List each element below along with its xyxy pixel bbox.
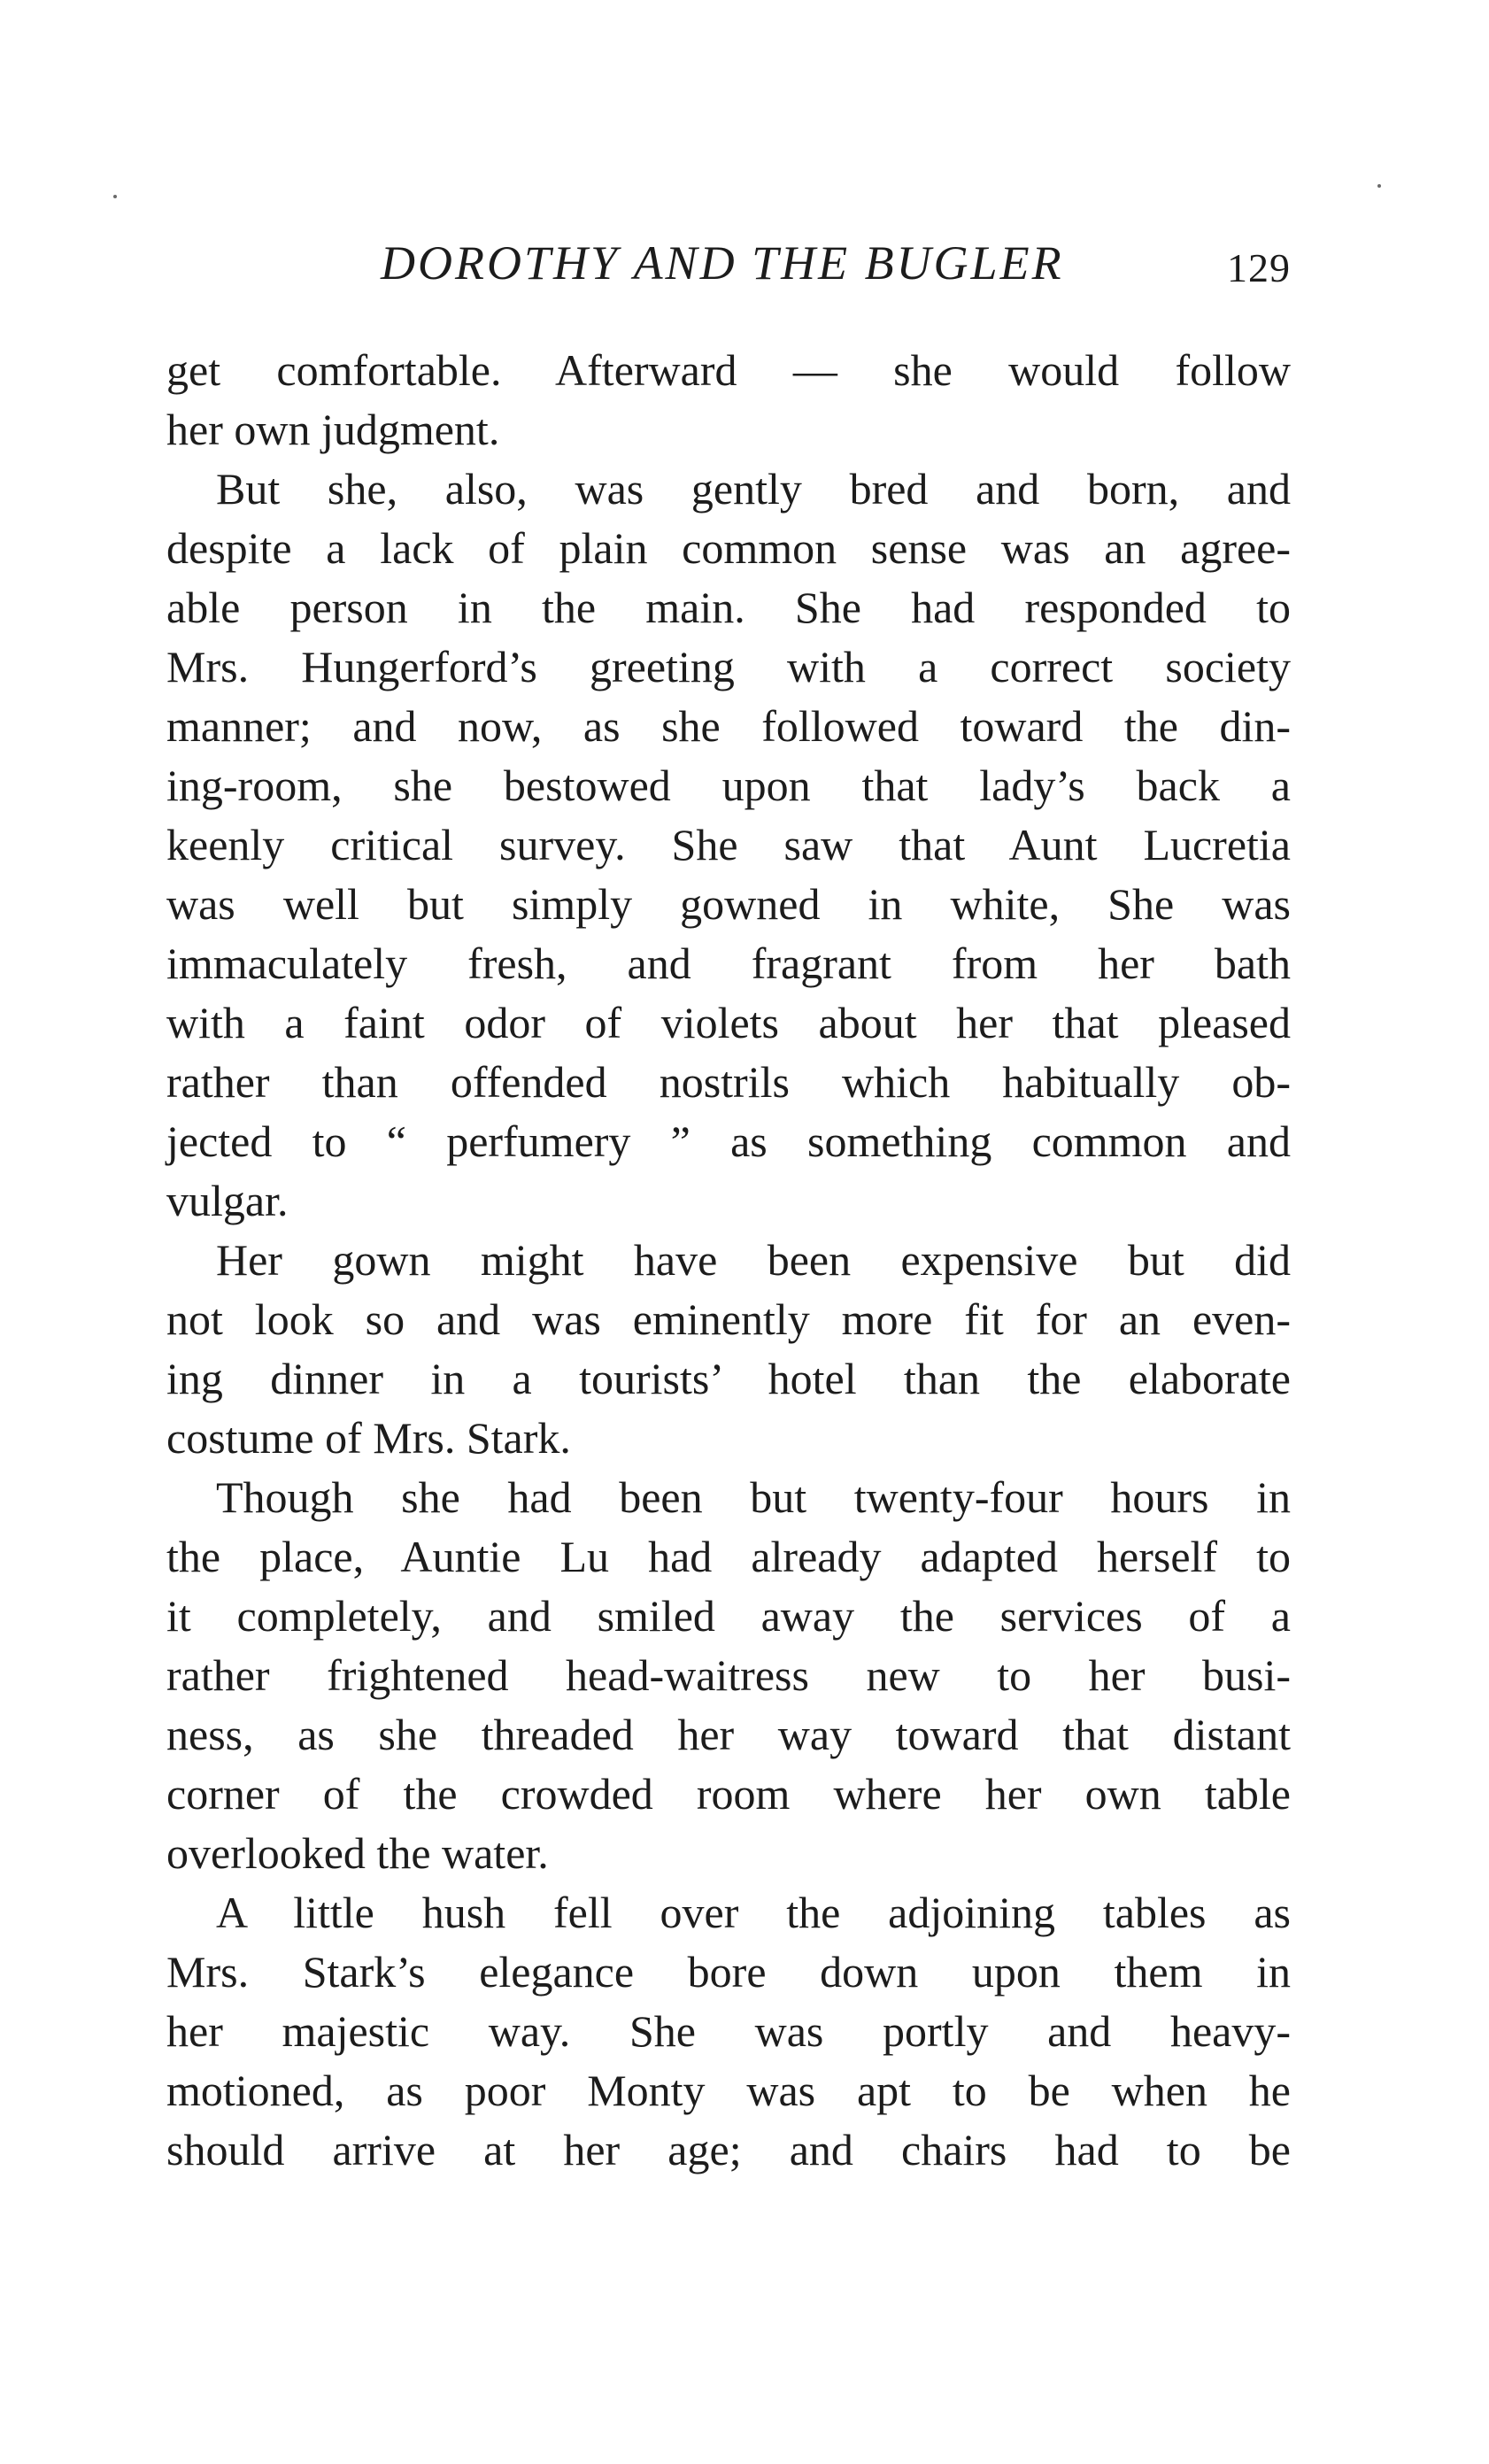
text-line: her majestic way. She was portly and heavy- bbox=[166, 2006, 1291, 2056]
text-line: ing-room, she bestowed upon that lady’s back a bbox=[166, 761, 1291, 810]
text-line: manner; and now, as she followed toward the din- bbox=[166, 701, 1291, 751]
text-line: ness, as she threaded her way toward that distant bbox=[166, 1710, 1291, 1759]
text-line: rather frightened head-waitress new to her busi- bbox=[166, 1650, 1291, 1700]
text-line: immaculately fresh, and fragrant from her bath bbox=[166, 938, 1291, 988]
page-number: 129 bbox=[1227, 245, 1291, 290]
text-line: it completely, and smiled away the services of a bbox=[166, 1591, 1291, 1641]
text-line: should arrive at her age; and chairs had to be bbox=[166, 2125, 1291, 2174]
running-title: DOROTHY AND THE BUGLER bbox=[381, 236, 1064, 290]
text-line: A little hush fell over the adjoining tables as bbox=[216, 1888, 1291, 1937]
text-line: overlooked the water. bbox=[166, 1828, 549, 1878]
text-line: Mrs. Hungerford’s greeting with a correct society bbox=[166, 642, 1291, 691]
text-line: keenly critical survey. She saw that Aunt Lucretia bbox=[166, 820, 1291, 869]
text-line: despite a lack of plain common sense was an agree- bbox=[166, 523, 1291, 573]
text-line: was well but simply gowned in white, She was bbox=[166, 879, 1291, 929]
text-line: Her gown might have been expensive but did bbox=[216, 1235, 1291, 1285]
page-speck bbox=[1377, 184, 1381, 188]
text-line: But she, also, was gently bred and born, and bbox=[216, 464, 1291, 514]
text-line: ing dinner in a tourists’ hotel than the elaborate bbox=[166, 1354, 1291, 1403]
text-line: Mrs. Stark’s elegance bore down upon them in bbox=[166, 1947, 1291, 1997]
text-line: not look so and was eminently more fit for an even- bbox=[166, 1294, 1291, 1344]
text-line: able person in the main. She had responded to bbox=[166, 583, 1291, 632]
text-line: get comfortable. Afterward — she would follow bbox=[166, 345, 1291, 395]
text-line: the place, Auntie Lu had already adapted herself to bbox=[166, 1532, 1291, 1581]
body-text bbox=[166, 341, 1291, 2180]
text-line: motioned, as poor Monty was apt to be when he bbox=[166, 2066, 1291, 2115]
text-line: costume of Mrs. Stark. bbox=[166, 1413, 571, 1463]
text-line: corner of the crowded room where her own table bbox=[166, 1769, 1291, 1819]
text-line: Though she had been but twenty-four hours in bbox=[216, 1472, 1291, 1522]
text-line: with a faint odor of violets about her that pleased bbox=[166, 998, 1291, 1047]
text-line: rather than offended nostrils which habitually ob- bbox=[166, 1057, 1291, 1107]
text-line: vulgar. bbox=[166, 1176, 289, 1225]
page-speck bbox=[113, 195, 117, 198]
running-head bbox=[166, 232, 1291, 294]
text-line: jected to “ perfumery ” as something common and bbox=[166, 1116, 1291, 1166]
text-line: her own judgment. bbox=[166, 405, 500, 454]
